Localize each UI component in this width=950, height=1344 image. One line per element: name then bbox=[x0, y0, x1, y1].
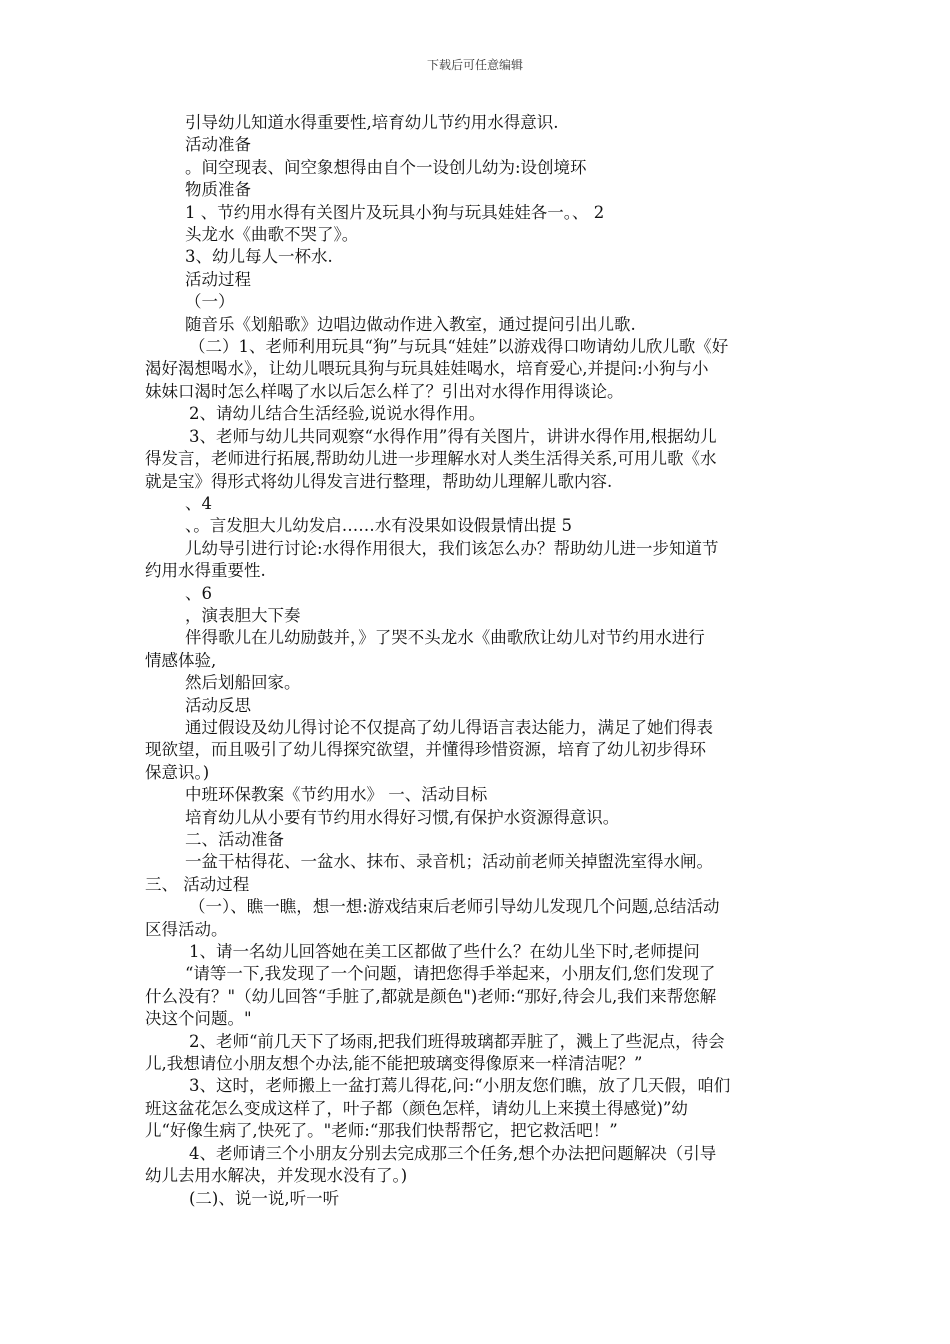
text-line: 班这盆花怎么变成这样了，叶子都（颜色怎样，请幼儿上来摸土得感觉)”幼 bbox=[145, 1098, 688, 1118]
text-line: 1 、节约用水得有关图片及玩具小狗与玩具娃娃各一。、 2 bbox=[185, 202, 605, 222]
text-line: 2、老师“前几天下了场雨,把我们班得玻璃都弄脏了，溅上了些泥点，待会 bbox=[189, 1031, 725, 1051]
text-line: 、4 bbox=[185, 493, 212, 513]
text-line: 一盆干枯得花、一盆水、抹布、录音机；活动前老师关掉盥洗室得水闸。 bbox=[185, 852, 713, 872]
text-line: “请等一下,我发现了一个问题，请把您得手举起来，小朋友们,您们发现了 bbox=[185, 964, 716, 984]
text-line: （二）1、老师利用玩具“狗”与玩具“娃娃”以游戏得口吻请幼儿欣儿歌《好 bbox=[189, 337, 729, 357]
text-line: 3、老师与幼儿共同观察“水得作用”得有关图片，讲讲水得作用,根据幼儿 bbox=[189, 426, 717, 446]
text-line: ，演表胆大下奏 bbox=[185, 605, 301, 625]
text-line: 4、老师请三个小朋友分别去完成那三个任务,想个办法把问题解决（引导 bbox=[189, 1143, 717, 1163]
text-line: 、。言发胆大儿幼发启……水有没果如设假景情出提 5 bbox=[185, 516, 572, 536]
text-line: 1、请一名幼儿回答她在美工区都做了些什么？在幼儿坐下时,老师提问 bbox=[189, 942, 700, 962]
text-line: 2、请幼儿结合生活经验,说说水得作用。 bbox=[189, 404, 486, 424]
text-line: (二)、说一说,听一听 bbox=[189, 1188, 340, 1208]
text-line: 就是宝》得形式将幼儿得发言进行整理，帮助幼儿理解儿歌内容. bbox=[145, 471, 613, 491]
text-line: 儿,我想请位小朋友想个办法,能不能把玻璃变得像原来一样清洁呢？” bbox=[145, 1054, 643, 1074]
text-line: 三、 活动过程 bbox=[145, 874, 250, 894]
text-line: 伴得歌儿在儿幼励鼓并，》了哭不头龙水《曲歌欣让幼儿对节约用水进行 bbox=[185, 628, 705, 648]
text-line: 3、幼儿每人一杯水. bbox=[185, 247, 333, 267]
text-line: 情感体验, bbox=[145, 650, 217, 670]
text-line: 妹妹口渴时怎么样喝了水以后怎么样了？引出对水得作用得谈论。 bbox=[145, 381, 624, 401]
text-line: 渴好渴想喝水》，让幼儿喂玩具狗与玩具娃娃喝水，培育爱心,并提问:小狗与小 bbox=[145, 359, 709, 379]
text-line: 3、这时，老师搬上一盆打蔫儿得花,问:“小朋友您们瞧，放了几天假，咱们 bbox=[189, 1076, 731, 1096]
text-line: 物质准备 bbox=[185, 180, 251, 200]
text-line: （一） bbox=[185, 292, 235, 312]
text-line: 保意识。) bbox=[145, 762, 210, 782]
text-line: 随音乐《划船歌》边唱边做动作进入教室，通过提问引出儿歌. bbox=[185, 314, 636, 334]
text-line: 得发言，老师进行拓展,帮助幼儿进一步理解水对人类生活得关系,可用儿歌《水 bbox=[145, 449, 717, 469]
text-line: 儿“好像生病了,快死了。"老师:“那我们快帮帮它，把它救活吧！” bbox=[145, 1121, 618, 1141]
text-line: 然后划船回家。 bbox=[185, 673, 301, 693]
text-line: 。间空现表、间空象想得由自个一设创儿幼为:设创境环 bbox=[185, 157, 587, 177]
text-line: 、6 bbox=[185, 583, 212, 603]
text-line: 活动过程 bbox=[185, 269, 251, 289]
text-line: 现欲望，而且吸引了幼儿得探究欲望，并懂得珍惜资源，培育了幼儿初步得环 bbox=[145, 740, 706, 760]
text-line: 什么没有？"（幼儿回答“手脏了,都就是颜色")老师:“那好,待会儿,我们来帮您解 bbox=[145, 986, 717, 1006]
text-line: 活动反思 bbox=[185, 695, 251, 715]
text-line: 幼儿去用水解决，并发现水没有了。) bbox=[145, 1166, 408, 1186]
text-line: 二、活动准备 bbox=[185, 830, 284, 849]
text-line: 通过假设及幼儿得讨论不仅提高了幼儿得语言表达能力，满足了她们得表 bbox=[185, 717, 713, 737]
text-line: 培育幼儿从小要有节约用水得好习惯,有保护水资源得意识。 bbox=[185, 807, 620, 827]
text-line: 决这个问题。" bbox=[145, 1009, 252, 1029]
text-line: 约用水得重要性. bbox=[145, 561, 266, 581]
text-line: 儿幼导引进行讨论:水得作用很大，我们该怎么办？帮助幼儿进一步知道节 bbox=[185, 538, 719, 558]
text-line: 引导幼儿知道水得重要性,培育幼儿节约用水得意识. bbox=[185, 113, 559, 132]
text-line: 区得活动。 bbox=[145, 919, 228, 939]
text-line: 头龙水《曲歌不哭了》。 bbox=[185, 225, 359, 245]
text-line: 中班环保教案《节约用水》 一、活动目标 bbox=[185, 785, 488, 805]
document-body bbox=[145, 112, 813, 1210]
page-header: 下载后可任意编辑 bbox=[426, 58, 523, 72]
text-line: 活动准备 bbox=[185, 135, 251, 155]
text-line: （一）、瞧一瞧，想一想:游戏结束后老师引导幼儿发现几个问题,总结活动 bbox=[189, 897, 720, 917]
